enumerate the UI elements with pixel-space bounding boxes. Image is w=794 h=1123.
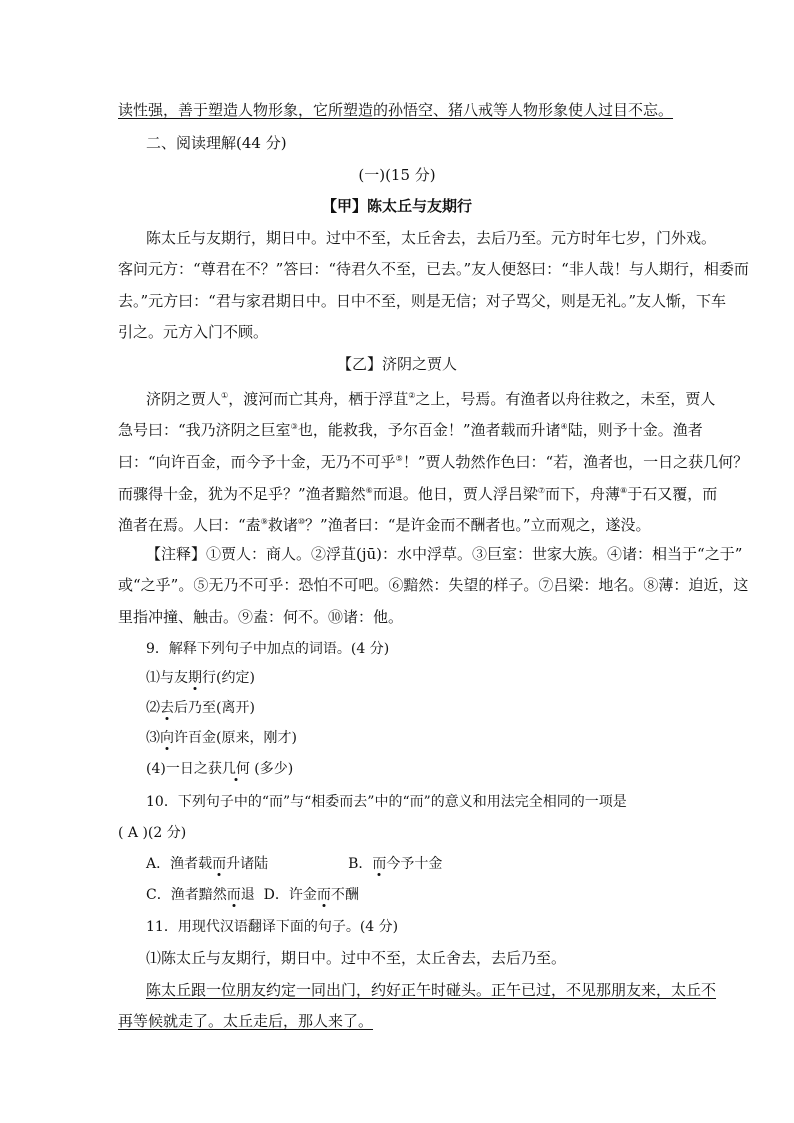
passage-jia-line: 引之。元方入门不顾。 [118,323,269,341]
option-b: B．而今予十金 [348,856,443,872]
passage-jia-line: 客问元方：“尊君在不？”答曰：“待君久不至，已去。”友人便怒曰：“非人哉！与人期行，相委而 [118,260,749,278]
passage-yi-line: 曰：“向许百金，而今予十金，无乃不可乎⑤！”贾人勃然作色曰：“若，渔者也，一日之获几何？ [118,453,749,471]
question-11-answer: 陈太丘跟一位朋友约定一同出门，约好正午时碰头。正午已过，不见那朋友来，太丘不 [146,981,717,999]
option-c: C．渔者黯然而退 [146,887,255,903]
passage-jia-line: 去。”元方曰：“君与家君期日中。日中不至，则是无信；对子骂父，则是无礼。”友人惭，下车 [118,292,727,310]
question-9-answer: (4)一日之获几何 (多少) [146,761,294,777]
question-9-answer: ⑴与友期行(约定) [146,670,255,686]
question-9-answer: ⑵去后乃至(离开) [146,700,255,716]
question-9-stem: 9．解释下列句子中加点的词语。(4 分) [146,641,390,657]
intro-line: 读性强，善于塑造人物形象，它所塑造的孙悟空、猪八戒等人物形象使人过目不忘。 [118,101,674,119]
passage-yi-line: 而骤得十金，犹为不足乎？”渔者黯然⑥而退。他日，贾人浮吕梁⑦而下，舟薄⑧于石又覆，而 [118,485,718,503]
passage-yi-line: 急号曰：“我乃济阴之巨室③也，能救我，予尔百金！”渔者载而升诸④陆，则予十金。渔者 [118,421,703,439]
section-heading: 二、阅读理解(44 分) [146,134,287,152]
option-d: D．许金而不酬 [263,887,359,903]
annotation-line: 【注释】①贾人：商人。②浮苴(jū)：水中浮草。③巨室：世家大族。④诸：相当于“之于” [146,545,743,563]
passage-yi-line: 渔者在焉。人曰：“盍⑨救诸⑩？”渔者曰：“是许金而不酬者也。”立而观之，遂没。 [118,516,651,534]
passage-yi-title: 【乙】济阴之贾人 [336,355,457,373]
part-heading: (一)(15 分) [358,166,436,184]
passage-jia-title: 【甲】陈太丘与友期行 [321,197,472,215]
question-11-answer: 再等候就走了。太丘走后，那人来了。 [118,1012,374,1030]
question-10-options [146,853,442,875]
annotation-line: 里指冲撞、触击。⑨盍：何不。⑩诸：他。 [118,608,404,626]
question-10-options [146,884,359,906]
question-9-answer: ⑶向许百金(原来，刚才) [146,730,297,746]
question-11-stem: 11．用现代汉语翻译下面的句子。(4 分) [146,919,399,935]
passage-yi-line: 济阴之贾人①，渡河而亡其舟，栖于浮苴②之上，号焉。有渔者以舟往救之，未至，贾人 [146,390,716,408]
option-a: A．渔者载而升诸陆 [146,856,269,872]
question-10-answer: ( A )(2 分) [118,825,187,841]
passage-jia-line: 陈太丘与友期行，期日中。过中不至，太丘舍去，去后乃至。元方时年七岁，门外戏。 [146,229,717,247]
question-11-sentence: ⑴陈太丘与友期行，期日中。过中不至，太丘舍去，去后乃至。 [146,949,567,967]
annotation-line: 或“之乎”。⑤无乃不可乎：恐怕不可吧。⑥黯然：失望的样子。⑦吕梁：地名。⑧薄：迫近，这 [118,576,749,594]
question-10-stem: 10．下列句子中的“而”与“相委而去”中的“而”的意义和用法完全相同的一项是 [146,794,627,810]
